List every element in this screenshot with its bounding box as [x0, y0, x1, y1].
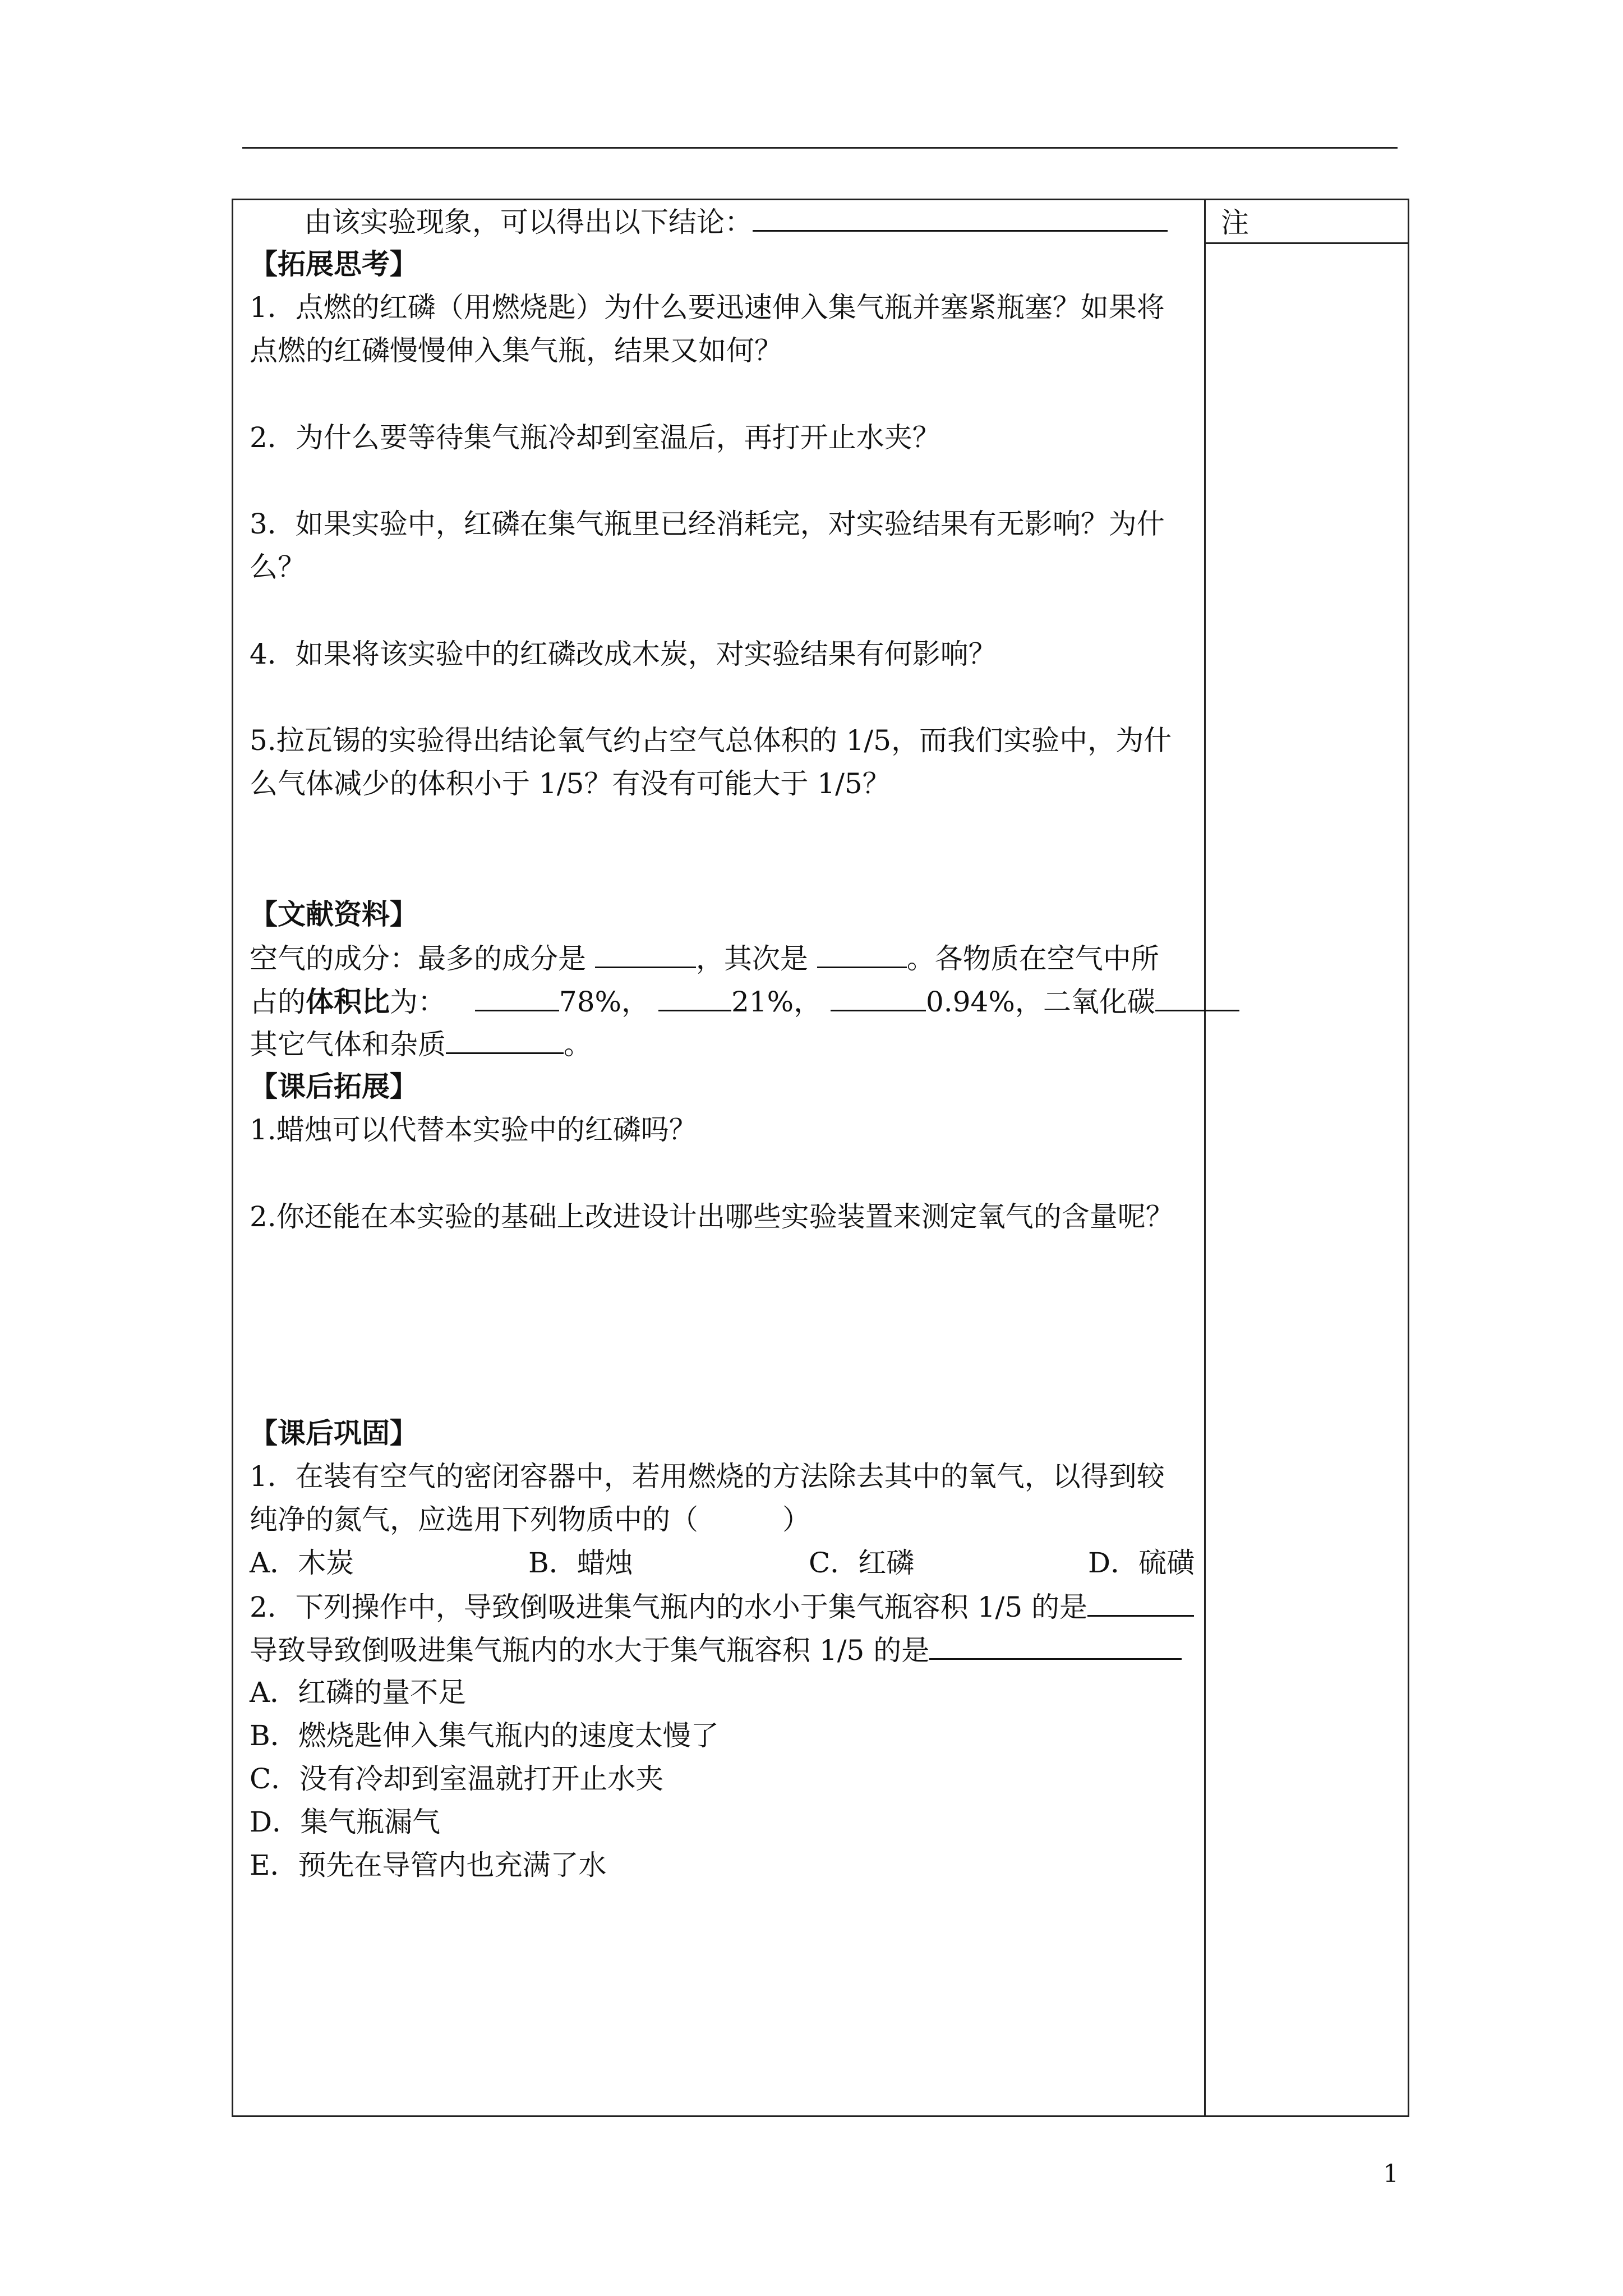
note-header-rule	[1204, 242, 1409, 244]
blank-pct-21[interactable]	[658, 984, 731, 1011]
extended-thinking-heading: 【拓展思考】	[250, 247, 418, 280]
blank-pct-78[interactable]	[475, 984, 559, 1011]
choice-c: C．没有冷却到室温就打开止水夹	[250, 1763, 664, 1795]
choice-d: D．集气瓶漏气	[250, 1806, 441, 1838]
blank-greater-than[interactable]	[929, 1632, 1182, 1660]
blank-less-than[interactable]	[1087, 1589, 1194, 1617]
blank-other-gases[interactable]	[446, 1027, 564, 1054]
literature-line-3: 其它气体和杂质 。	[250, 1027, 592, 1061]
blank-second[interactable]	[817, 941, 907, 968]
consolidation-q1-line-2: 纯净的氮气，应选用下列物质中的（ ）	[250, 1503, 810, 1536]
question-1-line-1: 1．点燃的红磷（用燃烧匙）为什么要迅速伸入集气瓶并塞紧瓶塞？如果将	[250, 291, 1165, 324]
choice-e: E．预先在导管内也充满了水	[250, 1849, 607, 1881]
after-class-extension-heading: 【课后拓展】	[250, 1070, 418, 1103]
question-4: 4．如果将该实验中的红磷改成木炭，对实验结果有何影响？	[250, 638, 997, 670]
option-d: D．硫磺	[1088, 1547, 1195, 1579]
question-2: 2．为什么要等待集气瓶冷却到室温后，再打开止水夹？	[250, 421, 940, 454]
extension-question-2: 2.你还能在本实验的基础上改进设计出哪些实验装置来测定氧气的含量呢？	[250, 1200, 1174, 1233]
column-divider	[1204, 199, 1206, 2117]
choice-b: B．燃烧匙伸入集气瓶内的速度太慢了	[250, 1719, 719, 1752]
question-5-line-1: 5.拉瓦锡的实验得出结论氧气约占空气总体积的 1/5，而我们实验中，为什	[250, 724, 1172, 757]
literature-line-2: 占的体积比为： 78%， 21%， 0.94%，二氧化碳	[250, 984, 1239, 1019]
header-rule	[242, 147, 1398, 149]
option-b: B．蜡烛	[528, 1547, 633, 1579]
literature-line-1: 空气的成分：最多的成分是 ，其次是 。各物质在空气中所	[250, 941, 1159, 976]
consolidation-q2-line-2: 导致导致倒吸进集气瓶内的水大于集气瓶容积 1/5 的是	[250, 1632, 1182, 1667]
conclusion-line	[304, 204, 1168, 239]
question-3-line-2: 么？	[250, 551, 306, 583]
blank-pct-094[interactable]	[831, 984, 926, 1011]
note-column-label: 注	[1221, 206, 1249, 239]
blank-co2[interactable]	[1155, 984, 1239, 1011]
question-5-line-2: 么气体减少的体积小于 1/5？有没有可能大于 1/5？	[250, 767, 891, 800]
blank-most[interactable]	[595, 941, 696, 968]
question-3-line-1: 3．如果实验中，红磷在集气瓶里已经消耗完，对实验结果有无影响？为什	[250, 508, 1165, 540]
option-c: C．红磷	[809, 1547, 915, 1579]
consolidation-q1-line-1: 1．在装有空气的密闭容器中，若用燃烧的方法除去其中的氧气，以得到较	[250, 1460, 1165, 1493]
conclusion-text: 由该实验现象，可以得出以下结论：	[304, 206, 753, 238]
literature-heading: 【文献资料】	[250, 898, 418, 931]
consolidation-q2-line-1: 2．下列操作中，导致倒吸进集气瓶内的水小于集气瓶容积 1/5 的是	[250, 1589, 1194, 1624]
consolidation-heading: 【课后巩固】	[250, 1416, 418, 1450]
extension-question-1: 1.蜡烛可以代替本实验中的红磷吗？	[250, 1114, 697, 1146]
page-number: 1	[1383, 2160, 1399, 2188]
question-1-line-2: 点燃的红磷慢慢伸入集气瓶，结果又如何？	[250, 334, 782, 367]
answer-blank[interactable]	[753, 204, 1168, 232]
option-a: A．木炭	[250, 1547, 354, 1579]
choice-a: A．红磷的量不足	[250, 1676, 467, 1709]
